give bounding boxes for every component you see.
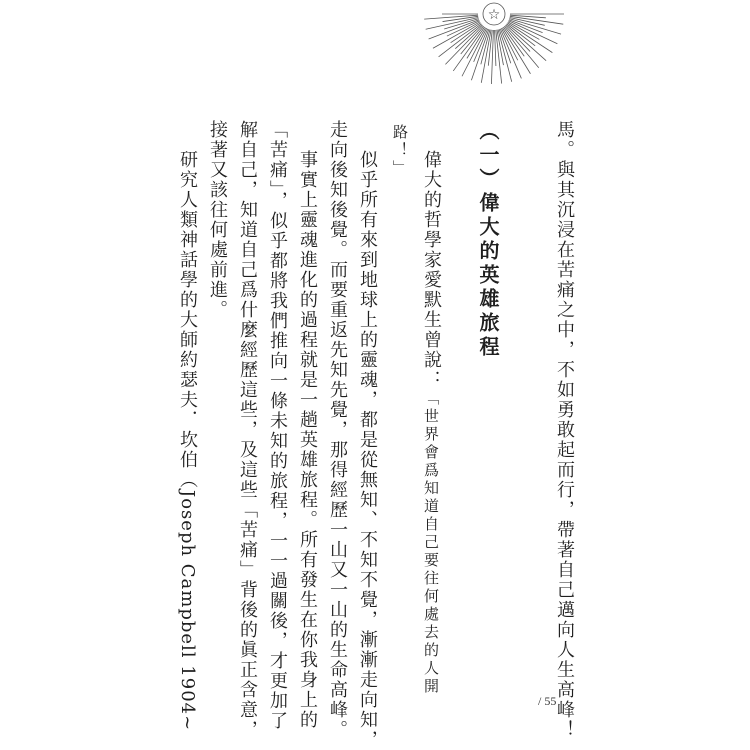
- starburst-ray: [499, 29, 511, 63]
- section-heading: （一）偉大的英雄旅程: [476, 120, 500, 360]
- text-column-1: 馬。與其沉浸在苦痛之中，不如勇敢起而行，帶著自己邁向人生高峰！: [554, 120, 575, 740]
- quote-intro: 偉大的哲學家愛默生曾說：「世界會爲知道自己要往何處去的人開: [421, 150, 442, 696]
- text-column-3: 走向後知後覺。而要重返先知先覺，那得經歷一山又一山的生命高峰。: [327, 120, 348, 740]
- starburst-ray: [498, 29, 512, 81]
- star-burst-icon: [410, 0, 610, 92]
- starburst-ray: [509, 20, 543, 33]
- quote-line-2: 路！」: [391, 124, 409, 178]
- text-column-8: 研究人類神話學的大師約瑟夫．坎伯（Joseph Campbell 1904~: [177, 150, 198, 732]
- text-column-2: 似乎所有來到地球上的靈魂，都是從無知、不知不覺，漸漸走向知，: [357, 150, 378, 750]
- latin-name: Joseph Campbell 1904~: [177, 490, 198, 732]
- text-column-5: 「苦痛」，似乎都將我們推向一條未知的旅程，一一過關後，才更加了: [267, 120, 288, 731]
- page-number: / 55: [538, 694, 557, 708]
- starburst-ray: [495, 30, 496, 66]
- text-column-6: 解自己，知道自己爲什麼經歷這些，及這些「苦痛」背後的眞正含意，: [237, 120, 258, 740]
- text-column-7: 接著又該往何處前進。: [207, 120, 228, 320]
- text-column-4: 事實上靈魂進化的過程就是一趟英雄旅程。所有發生在你我身上的: [297, 150, 318, 730]
- quote-line-1: 「世界會爲知道自己要往何處去的人開: [422, 390, 440, 696]
- starburst-ray: [445, 26, 482, 65]
- svg-text:☆: ☆: [487, 7, 501, 23]
